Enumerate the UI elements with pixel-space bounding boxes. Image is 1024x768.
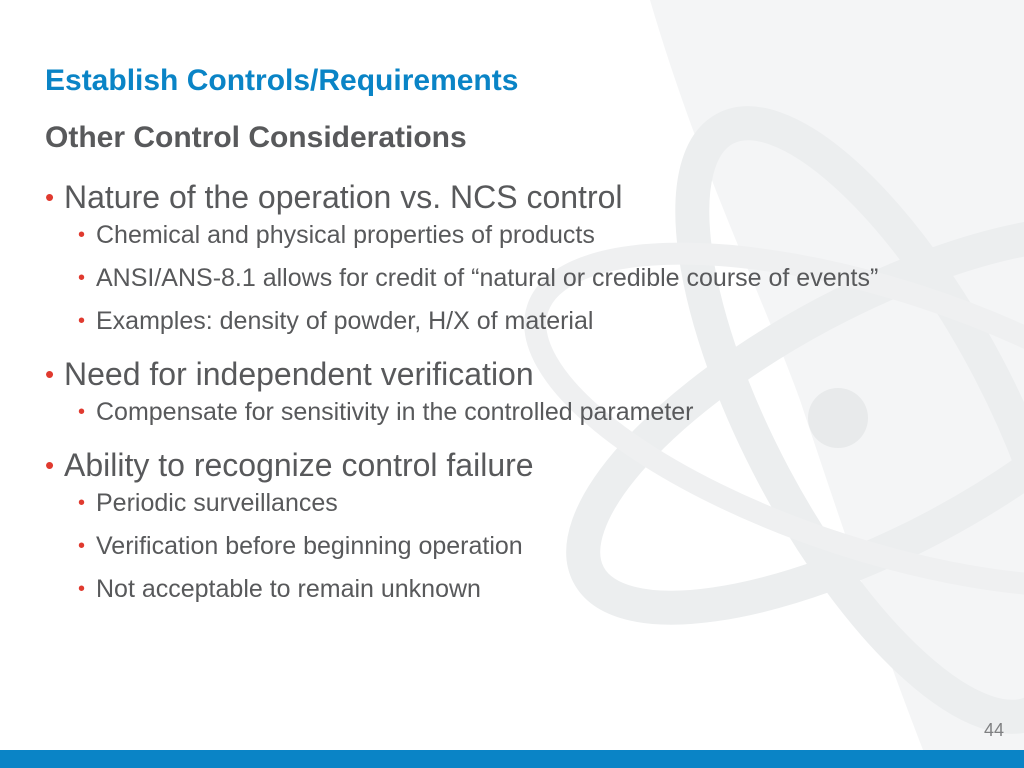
bullet-dot-icon: •	[78, 578, 86, 600]
sub-bullet-item	[64, 530, 915, 563]
sub-bullet-item	[64, 573, 915, 606]
bullet-dot-icon: •	[78, 267, 86, 289]
bullet-item	[45, 354, 915, 429]
sub-bullet-text: Examples: density of powder, H/X of material	[96, 307, 594, 335]
sub-bullet-list	[64, 487, 915, 606]
sub-bullet-text: Compensate for sensitivity in the controlled parameter	[96, 398, 694, 426]
sub-bullet-text: ANSI/ANS-8.1 allows for credit of “natural or credible course of events”	[96, 264, 879, 292]
bullet-dot-icon: •	[78, 310, 86, 332]
sub-bullet-item	[64, 396, 915, 429]
bullet-list	[45, 177, 915, 606]
bullet-dot-icon: •	[45, 450, 55, 480]
bullet-text: Ability to recognize control failure	[64, 447, 534, 483]
bullet-dot-icon: •	[78, 535, 86, 557]
sub-bullet-list	[64, 219, 915, 338]
bottom-accent-bar	[0, 750, 1024, 768]
bullet-item	[45, 177, 915, 338]
bullet-dot-icon: •	[45, 359, 55, 389]
sub-bullet-item	[64, 487, 915, 520]
bullet-item	[45, 445, 915, 606]
sub-bullet-text: Not acceptable to remain unknown	[96, 575, 481, 603]
sub-bullet-list	[64, 396, 915, 429]
bullet-text: Nature of the operation vs. NCS control	[64, 179, 623, 215]
bullet-text: Need for independent verification	[64, 356, 534, 392]
sub-bullet-item	[64, 219, 915, 252]
slide-title: Establish Controls/Requirements	[45, 64, 519, 97]
bullet-dot-icon: •	[45, 182, 55, 212]
sub-bullet-text: Verification before beginning operation	[96, 532, 523, 560]
slide-subtitle: Other Control Considerations	[45, 121, 467, 154]
sub-bullet-text: Periodic surveillances	[96, 489, 338, 517]
bullet-dot-icon: •	[78, 492, 86, 514]
sub-bullet-text: Chemical and physical properties of products	[96, 221, 595, 249]
bullet-dot-icon: •	[78, 224, 86, 246]
sub-bullet-item	[64, 262, 915, 295]
page-number: 44	[983, 720, 1004, 740]
bullet-dot-icon: •	[78, 401, 86, 423]
sub-bullet-item	[64, 305, 915, 338]
